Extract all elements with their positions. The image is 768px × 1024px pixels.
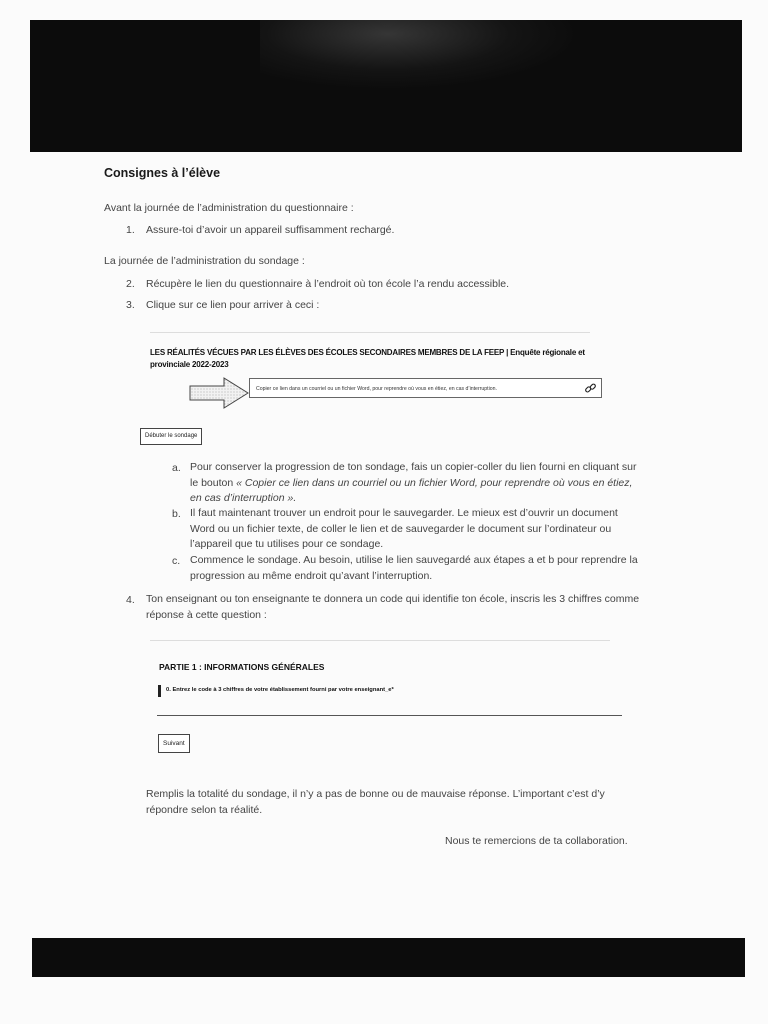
- thanks-text: Nous te remercions de ta collaboration.: [445, 835, 628, 847]
- before-day-text: Avant la journée de l’administration du questionnaire :: [104, 202, 354, 214]
- copy-link-label: Copier ce lien dans un courriel ou un fichier Word, pour reprendre où vous en étiez, en cas d’interruption.: [256, 386, 497, 392]
- sub-step-c-text: Commence le sondage. Au besoin, utilise le lien sauvegardé aux étapes a et b pour reprendre la progression au même endroit qu’avant l’interruption.: [190, 554, 638, 582]
- page-title: Consignes à l’élève: [104, 166, 221, 180]
- sub-step-b-text: Il faut maintenant trouver un endroit pour le sauvegarder. Le mieux est d’ouvrir un document Word ou un fichier texte, de coller le lien et de sauvegarder le document sur l’ordinateur ou l’appareil que tu utilises pour ce sondage.: [190, 507, 618, 550]
- header-black-bar: [30, 20, 742, 152]
- survey-day-text: La journée de l’administration du sondage :: [104, 255, 305, 267]
- step-3-text: Clique sur ce lien pour arriver à ceci :: [146, 299, 320, 311]
- arrow-right-icon: [188, 376, 250, 410]
- link-icon: [584, 382, 597, 395]
- copy-link-button[interactable]: [249, 378, 602, 398]
- step-2-number: 2.: [126, 278, 135, 290]
- scan-divider-2: [150, 640, 610, 641]
- sub-step-a-letter: a.: [172, 462, 181, 474]
- next-button[interactable]: Suivant: [158, 734, 190, 753]
- part-title: PARTIE 1 : INFORMATIONS GÉNÉRALES: [159, 662, 325, 672]
- step-4-number: 4.: [126, 594, 135, 606]
- step-1-text: Assure-toi d’avoir un appareil suffisamment rechargé.: [146, 224, 395, 236]
- step-4-text: Ton enseignant ou ton enseignante te donnera un code qui identifie ton école, inscris les 3 chiffres comme réponse à cette question :: [146, 593, 640, 621]
- closing-text: Remplis la totalité du sondage, il n’y a pas de bonne ou de mauvaise réponse. L’important c’est d’y répondre selon ta réalité.: [146, 788, 605, 816]
- sub-step-a-text: [190, 460, 640, 507]
- sub-step-a-plain: Pour conserver la progression de ton sondage, fais un copier-coller du lien fourni en cliquant sur le bouton: [190, 461, 637, 489]
- scan-divider: [150, 332, 590, 333]
- question-label: 0. Entrez le code à 3 chiffres de votre établissement fourni par votre enseignant_e*: [166, 687, 394, 693]
- sub-step-a-italic: « Copier ce lien dans un courriel ou un fichier Word, pour reprendre où vous en étiez, en cas d’interruption ».: [190, 476, 633, 504]
- step-1-number: 1.: [126, 224, 135, 236]
- survey-title: LES RÉALITÉS VÉCUES PAR LES ÉLÈVES DES ÉCOLES SECONDAIRES MEMBRES DE LA FEEP | Enquête régionale et provinciale 2022-2023: [150, 348, 585, 369]
- sub-step-c-letter: c.: [172, 555, 181, 567]
- step-2-text: Récupère le lien du questionnaire à l’endroit où ton école l’a rendu accessible.: [146, 278, 510, 290]
- scan-noise: [260, 20, 580, 90]
- sub-step-b-letter: b.: [172, 508, 181, 520]
- code-answer-field[interactable]: [157, 715, 622, 716]
- start-survey-button[interactable]: Débuter le sondage: [140, 428, 202, 445]
- footer-black-bar: [32, 938, 745, 977]
- required-marker: [158, 685, 161, 697]
- step-3-number: 3.: [126, 299, 135, 311]
